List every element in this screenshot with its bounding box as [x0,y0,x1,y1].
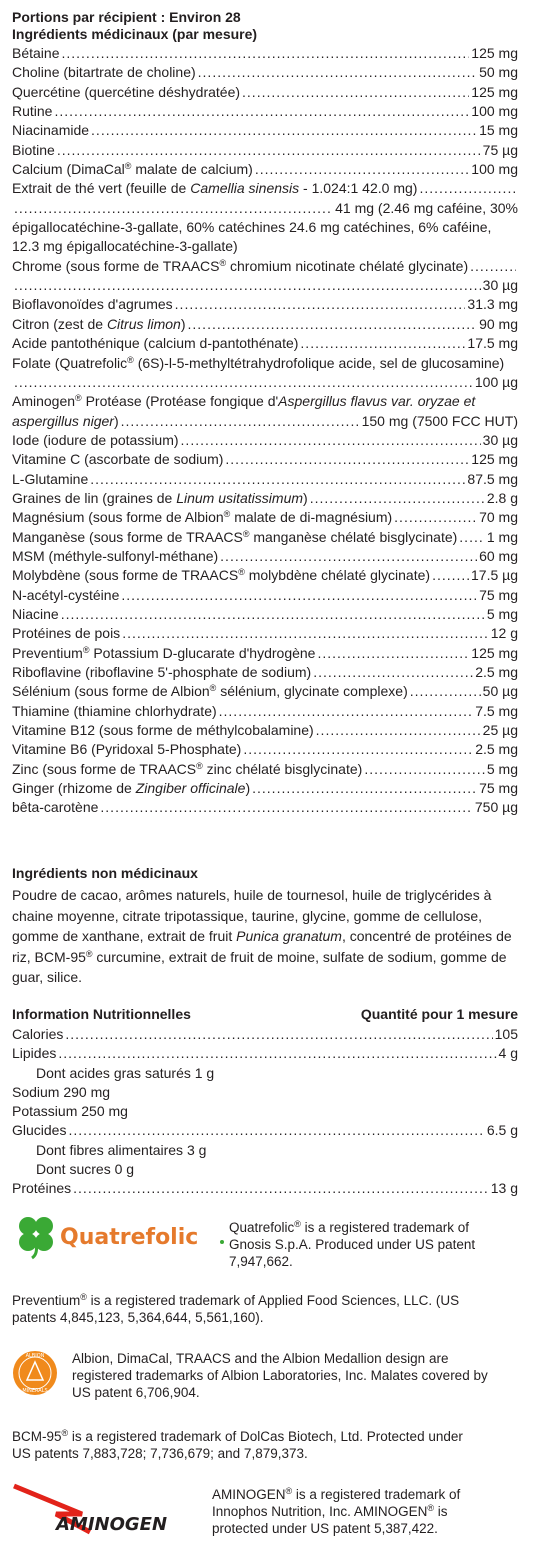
dot-leader [90,470,465,489]
ingredient-row [12,315,518,334]
nutrition-amount: 4 g [498,1045,518,1062]
ingredient-name: Citron (zest de Citrus limon) [12,315,186,332]
dot-leader [300,334,465,353]
dot-leader [419,179,516,198]
ingredient-amount: 70 mg [479,509,518,526]
servings-per-container: Portions par récipient : Environ 28 [12,9,241,25]
ingredient-name: Zinc (sous forme de TRAACS® zinc chélaté bisglycinate) [12,760,363,777]
ingredient-row [12,566,518,585]
dot-leader [121,412,360,431]
nutrition-qty-header: Quantité pour 1 mesure [360,1006,518,1022]
ingredient-name: Choline (bitartrate de choline) [12,64,196,81]
nutrition-plain-row: Sodium 290 mg [12,1083,111,1100]
dot-leader [57,141,481,160]
aminogen-trademark-text: AMINOGEN® is a registered trademark of Innophos Nutrition, Inc. AMINOGEN® is protected under US patent 5,387,422. [212,1486,461,1536]
dot-leader [313,663,473,682]
nutrition-subrow: Dont acides gras saturés 1 g [36,1064,215,1081]
nutrition-amount: 6.5 g [486,1122,518,1139]
nutrition-subrow: Dont sucres 0 g [36,1161,135,1178]
ingredient-amount: 750 µg [474,799,518,816]
ingredient-amount: 31.3 mg [467,296,518,313]
ingredient-name: Vitamine B12 (sous forme de méthylcobalamine) [12,722,314,739]
ingredient-text: épigallocatéchine-3-gallate, 60% catéchines 24.6 mg catéchines, 6% caféine, 12.3 mg épigallocatéchine-3-gallate) [12,219,492,255]
ingredient-name: Bioflavonoïdes d'agrumes [12,296,173,313]
ingredient-row [12,644,518,663]
ingredient-name: N-acétyl-cystéine [12,586,120,603]
ingredient-row [12,102,518,121]
ingredient-row [12,489,518,508]
ingredient-amount: 5 mg [486,760,518,777]
preventium-trademark-text: Preventium® is a registered trademark of Applied Food Sciences, LLC. (US patents 4,845,123, 5,364,644, 5,561,160). [12,1292,460,1325]
nutrition-amount: 13 g [490,1180,518,1197]
dot-leader [310,489,485,508]
ingredient-amount: 5 mg [486,605,518,622]
bcm95-trademark-text: BCM-95® is a registered trademark of DolCas Biotech, Ltd. Protected under US patents 7,883,728; 7,736,679; and 7,879,373. [12,1428,463,1461]
ingredient-row [12,199,518,218]
ingredient-amount: 125 mg [471,45,518,61]
dot-leader [175,295,466,314]
nutrition-row [12,1025,518,1044]
ingredient-name: Biotine [12,141,55,158]
ingredient-amount: 2.8 g [486,489,518,506]
dot-leader [68,1121,484,1140]
ingredient-row [12,470,518,489]
dot-leader [14,276,481,295]
dot-leader [220,547,477,566]
ingredient-amount: 1 mg [486,528,518,545]
ingredient-amount: 7.5 mg [475,702,518,719]
dot-leader [54,102,469,121]
ingredient-name: Riboflavine (riboflavine 5'-phosphate de sodium) [12,664,312,680]
dot-leader [14,373,473,392]
ingredient-name: Iode (iodure de potassium) [12,431,179,448]
ingredient-row [12,547,518,566]
nutrition-name: Glucides [12,1122,67,1139]
ingredient-amount: 75 mg [479,586,518,603]
ingredient-name: Vitamine B6 (Pyridoxal 5-Phosphate) [12,741,242,758]
ingredient-row [12,682,518,701]
dot-leader [317,644,469,663]
ingredient-row [12,412,518,431]
ingredient-name: Manganèse (sous forme de TRAACS® manganèse chélaté bisglycinate) [12,528,458,545]
albion-ring-top-text: ALBION [25,1353,45,1359]
ingredient-name: Niacine [12,605,59,622]
ingredient-name: bêta-carotène [12,799,99,816]
dot-leader [100,798,472,817]
nutrition-row [12,1121,518,1140]
ingredient-amount: 60 mg [479,547,518,564]
ingredient-amount: 30 µg [482,431,518,448]
ingredient-name: Rutine [12,103,53,120]
dot-leader [364,760,485,779]
ingredient-row [12,740,518,759]
ingredient-text: Aminogen® Protéase (Protéase fongique d'Aspergillus flavus var. oryzae et [12,393,476,410]
ingredient-amount: 125 mg [471,83,518,100]
nutrition-plain-row: Potassium 250 mg [12,1103,128,1120]
ingredient-amount: 75 mg [479,780,518,797]
albion-trademark-text: Albion, DimaCal, TRAACS and the Albion Medallion design are registered trademarks of Albion Laboratories, Inc. Malates covered by US patent 6,706,904. [72,1351,488,1400]
ingredient-name: Graines de lin (graines de Linum usitatissimum) [12,489,308,506]
aminogen-wordmark: AMINOGEN [56,1514,168,1535]
dot-leader [73,1179,489,1198]
medicinal-ingredients-list [12,44,518,818]
aminogen-logo [12,1480,208,1552]
ingredient-name: Acide pantothénique (calcium d-pantothénate) [12,335,299,352]
ingredient-name: aspergillus niger) [12,412,119,429]
quatrefolic-dot-icon [220,1240,224,1244]
dot-leader [181,431,481,450]
ingredient-name: Quercétine (quercétine déshydratée) [12,83,241,100]
ingredient-amount: 87.5 mg [467,470,518,487]
ingredient-amount: 125 mg [471,451,518,468]
ingredient-amount: 41 mg (2.46 mg caféine, 30% [335,199,518,216]
ingredient-amount: 12 g [490,625,518,642]
ingredient-name: Preventium® Potassium D-glucarate d'hydrogène [12,644,316,661]
dot-leader [252,779,477,798]
nutrition-name: Lipides [12,1045,57,1062]
ingredient-amount: 30 µg [482,277,518,294]
ingredient-name: Ginger (rhizome de Zingiber officinale) [12,780,251,797]
ingredient-name: Bétaine [12,45,60,61]
ingredient-row [12,44,518,63]
ingredient-amount: 17.5 µg [471,567,518,584]
ingredient-row [12,605,518,624]
nutrition-subrow: Dont fibres alimentaires 3 g [36,1141,207,1158]
dot-leader [58,1044,496,1063]
quatrefolic-trademark-text: Quatrefolic® is a registered trademark of Gnosis S.p.A. Produced under US patent 7,947,662. [229,1219,476,1269]
ingredient-amount: 100 µg [474,373,518,390]
quatrefolic-logo [14,1212,226,1260]
ingredient-row [12,779,518,798]
ingredient-amount: 125 mg [471,644,518,661]
ingredient-amount: 15 mg [479,122,518,139]
dot-leader [219,702,474,721]
ingredient-name: Extrait de thé vert (feuille de Camellia sinensis - 1.024:1 42.0 mg) [12,180,418,197]
ingredient-row [12,121,518,140]
non-medicinal-text: Poudre de cacao, arômes naturels, huile de tournesol, huile de triglycérides à chaine moyenne, citrate tripotassique, taurine, glycine, gomme de cellulose, gomme de xanthane, extrait de fruit Punica granatum, concentré de protéines de riz, BCM-95® curcumine, extrait de fruit de moine, sulfate de sodium, gomme de guar, silice. [12,887,512,986]
dot-leader [121,586,477,605]
ingredient-row [12,508,518,527]
ingredient-name: MSM (méthyle-sulfonyl-méthane) [12,547,219,564]
nutrition-title: Information Nutritionnelles [12,1006,191,1022]
dot-leader [122,624,489,643]
ingredient-name: Calcium (DimaCal® malate de calcium) [12,161,253,178]
nutrition-header [12,1006,518,1022]
ingredient-name: Vitamine C (ascorbate de sodium) [12,451,224,468]
nutrition-name: Calories [12,1026,64,1042]
medicinal-ingredients-title: Ingrédients médicinaux (par mesure) [12,26,258,42]
non-medicinal-title: Ingrédients non médicinaux [12,865,198,881]
ingredient-row [12,760,518,779]
ingredient-row [12,257,518,276]
dot-leader [255,160,469,179]
ingredient-row [12,295,518,314]
ingredient-row [12,276,518,295]
ingredient-name: Protéines de pois [12,625,121,642]
ingredient-row [12,702,518,721]
ingredient-amount: 50 µg [482,683,518,700]
dot-leader [61,44,469,63]
dot-leader [198,63,477,82]
dot-leader [432,566,469,585]
dot-leader [242,83,469,102]
albion-ring-bottom-text: MINERALS [22,1388,48,1394]
ingredient-row [12,624,518,643]
ingredient-row [12,528,518,547]
dot-leader [394,508,477,527]
nutrition-table [12,1025,518,1199]
nutrition-row [12,1044,518,1063]
dot-leader [316,721,481,740]
ingredient-row [12,160,518,179]
ingredient-name: Chrome (sous forme de TRAACS® chromium nicotinate chélaté glycinate) [12,257,469,274]
ingredient-text: Folate (Quatrefolic® (6S)-l-5-methyltétrahydrofolique acide, sel de glucosamine) [12,354,505,371]
ingredient-amount: 90 mg [479,315,518,332]
nutrition-row [12,1179,518,1198]
nutrition-amount: 105 [494,1026,518,1042]
ingredient-amount: 150 mg (7500 FCC HUT) [361,412,518,429]
dot-leader [91,121,477,140]
ingredient-amount: 100 mg [471,161,518,178]
dot-leader [225,450,469,469]
dot-leader [459,528,485,547]
dot-leader [470,257,516,276]
nutrition-name: Protéines [12,1180,72,1197]
ingredient-name: L-Glutamine [12,470,89,487]
ingredient-row [12,179,518,198]
ingredient-name: Magnésium (sous forme de Albion® malate de di-magnésium) [12,509,393,526]
ingredient-name: Niacinamide [12,122,90,139]
clover-icon [19,1217,53,1258]
dot-leader [65,1025,492,1044]
dot-leader [188,315,478,334]
ingredient-amount: 2.5 mg [475,741,518,758]
ingredient-name: Molybdène (sous forme de TRAACS® molybdène chélaté glycinate) [12,567,431,584]
ingredient-row [12,721,518,740]
ingredient-row [12,450,518,469]
ingredient-amount: 17.5 mg [467,335,518,352]
ingredient-amount: 2.5 mg [475,664,518,680]
dot-leader [243,740,473,759]
ingredient-row [12,431,518,450]
ingredient-row [12,663,518,682]
ingredient-amount: 75 µg [482,141,518,158]
ingredient-row [12,586,518,605]
ingredient-name: Sélénium (sous forme de Albion® sélénium, glycinate complexe) [12,683,408,700]
ingredient-name: Thiamine (thiamine chlorhydrate) [12,702,217,719]
dot-leader [410,682,481,701]
ingredient-row [12,63,518,82]
ingredient-row [12,373,518,392]
dot-leader [14,199,333,218]
ingredient-row [12,798,518,817]
quatrefolic-wordmark: Quatrefolic [60,1225,199,1250]
ingredient-row [12,141,518,160]
ingredient-amount: 25 µg [482,722,518,739]
albion-medallion-logo [12,1346,58,1400]
ingredient-amount: 50 mg [479,64,518,81]
ingredient-amount: 100 mg [471,103,518,120]
dot-leader [61,605,485,624]
ingredient-row [12,334,518,353]
ingredient-row [12,83,518,102]
